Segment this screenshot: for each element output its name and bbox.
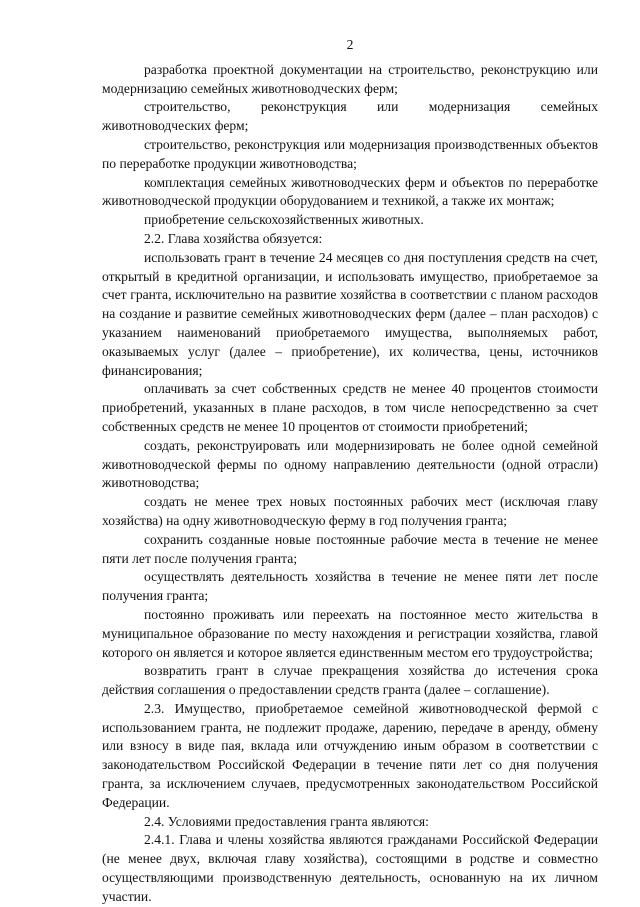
section-paragraph: 2.3. Имущество, приобретаемое семейной животноводческой фермой с использованием гранта, не подлежит продаже, дарению, передаче в аренду, обмену или взносу в виде пая, вклада или отчуждению иным образом в соответствии с законодательством Российской Федерации в течение пяти лет со дня получения гранта, за исключением случаев, предусмотренных законодательством Российской Федерации.	[102, 700, 598, 810]
paragraph: использовать грант в течение 24 месяцев со дня поступления средств на счет, открытый в кредитной организации, и использовать имущество, приобретаемое за счет гранта, исключительно на развитие хозяйства в соответствии с планом расходов на создание и развитие семейных животноводческих ферм (далее – план расходов) с указанием наименований приобретаемого имущества, выполняемых работ, оказываемых услуг (далее – приобретение), их количества, цены, источников финансирования;	[102, 249, 598, 378]
section-heading: 2.2. Глава хозяйства обязуется:	[144, 230, 323, 246]
paragraph: создать не менее трех новых постоянных рабочих мест (исключая главу хозяйства) на одну животноводческую ферму в год получения гранта;	[102, 494, 598, 528]
paragraph: строительство, реконструкция или модернизация производственных объектов по переработке продукции животноводства;	[102, 136, 598, 171]
paragraph: создать, реконструировать или модернизировать не более одной семейной животноводческой фермы по одному направлению деятельности (одной отрасли) животноводства;	[102, 437, 598, 491]
paragraph: оплачивать за счет собственных средств не менее 40 процентов стоимости приобретений, указанных в плане расходов, в том числе непосредственно за счет собственных средств не менее 10 процентов от стоимости приобретений;	[102, 381, 598, 434]
paragraph: осуществлять деятельность хозяйства в течение не менее пяти лет после получения гранта;	[102, 569, 598, 604]
paragraph: приобретение сельскохозяйственных животных.	[144, 212, 424, 228]
paragraph: возвратить грант в случае прекращения хозяйства до истечения срока действия соглашения о предоставлении средств гранта (далее – соглашение).	[102, 663, 598, 698]
page-number: 2	[346, 37, 354, 52]
section-heading: 2.4. Условиями предоставления гранта являются:	[144, 813, 429, 829]
paragraph: постоянно проживать или переехать на постоянное место жительства в муниципальное образование по месту нахождения и регистрации хозяйства, главой которого он является и которое является единственным местом его трудоустройства;	[102, 606, 598, 660]
paragraph: строительство, реконструкция или модернизация семейных животноводческих ферм;	[102, 99, 598, 134]
document-body	[102, 61, 598, 907]
paragraph: разработка проектной документации на строительство, реконструкцию или модернизацию семейных животноводческих ферм;	[102, 61, 598, 96]
section-paragraph: 2.4.1. Глава и члены хозяйства являются гражданами Российской Федерации (не менее двух, включая главу хозяйства), состоящими в родстве и совместно осуществляющими производственную деятельность, основанную на их личном участии.	[102, 832, 598, 904]
paragraph: комплектация семейных животноводческих ферм и объектов по переработке животноводческой продукции оборудованием и техникой, а также их монтаж;	[102, 174, 598, 209]
paragraph: сохранить созданные новые постоянные рабочие места в течение не менее пяти лет после получения гранта;	[102, 531, 598, 566]
